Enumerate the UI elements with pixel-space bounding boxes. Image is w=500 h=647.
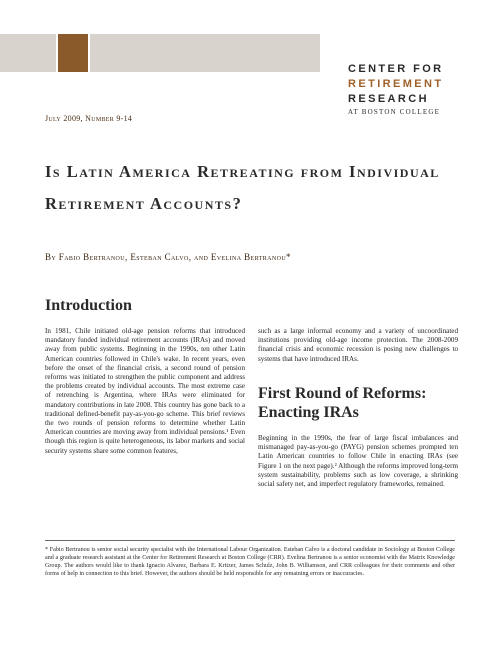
introduction-body: In 1981, Chile initiated old-age pension reforms that introduced mandatory funded individual retirement accounts (IRAs) and moved away from public systems. Beginning in the 1990s, ten other Latin American countries followed in Chile's wake. In recent years, even before the onset of the financial crisis, a second round of pension reforms was initiated to strengthen the public component and address the problems created by individual accounts. The most extreme case of retrenching is Argentina, where IRAs were eliminated for mandatory contributions in late 2008. This country has gone back to a traditional defined-benefit pay-as-you-go scheme. This brief reviews the two rounds of pension reforms to determine whether Latin American countries are moving away from individual pensions.¹ Even though this region is quite heterogeneous, its labor markets and social security systems share some common features, xyxy=(45,327,245,455)
header-bar-accent xyxy=(58,34,88,72)
footnote-divider xyxy=(45,540,455,541)
introduction-heading: Introduction xyxy=(45,297,132,314)
first-round-body: Beginning in the 1990s, the fear of large fiscal imbalances and mismanaged pay-as-you-go (PAYG) pension schemes prompted ten Latin American countries to follow Chile in enacting IRAs (see Figure 1 on the next page).² Although the reforms improved long-term system sustainability, problems such as low coverage, a shrinking social safety net, and imperfect regulatory frameworks, remained. xyxy=(258,434,458,489)
header-bar-left xyxy=(0,34,56,72)
first-round-heading: First Round of Reforms: Enacting IRAs xyxy=(258,385,427,421)
header-bar-right xyxy=(90,34,320,72)
author-byline: By Fabio Bertranou, Esteban Calvo, and Evelina Bertranou* xyxy=(45,252,291,262)
logo-line-retirement: RETIREMENT xyxy=(348,78,444,90)
logo-line-research: RESEARCH xyxy=(348,93,429,105)
introduction-continued: such as a large informal economy and a variety of uncoordinated institutions providing old-age income protection. The 2008-2009 financial crisis and economic recession is posing new challenges to systems that have introduced IRAs. xyxy=(258,327,458,363)
author-footnote: * Fabio Bertranou is senior social security specialist with the International Labour Organization. Esteban Calvo is a doctoral candidate in Sociology at Boston College and a graduate research assistant at the Center for Retirement Research at Boston College (CRR). Evelina Bertranou is a senior economist with the Matrix Knowledge Group. The authors would like to thank Ignacio Alvarez, Barbara E. Kritzer, James Schulz, John B. Williamson, and CRR colleagues for their comments and other forms of help in connection to this brief. However, the authors should be held responsible for any remaining errors or inaccuracies. xyxy=(45,547,455,577)
logo-line-center-for: CENTER FOR xyxy=(348,63,444,75)
issue-dateline: July 2009, Number 9-14 xyxy=(45,114,133,123)
crr-logo xyxy=(348,62,478,118)
brief-title: Is Latin America Retreating from Individual Retirement Accounts? xyxy=(45,162,440,213)
logo-subtitle: AT BOSTON COLLEGE xyxy=(348,108,441,116)
